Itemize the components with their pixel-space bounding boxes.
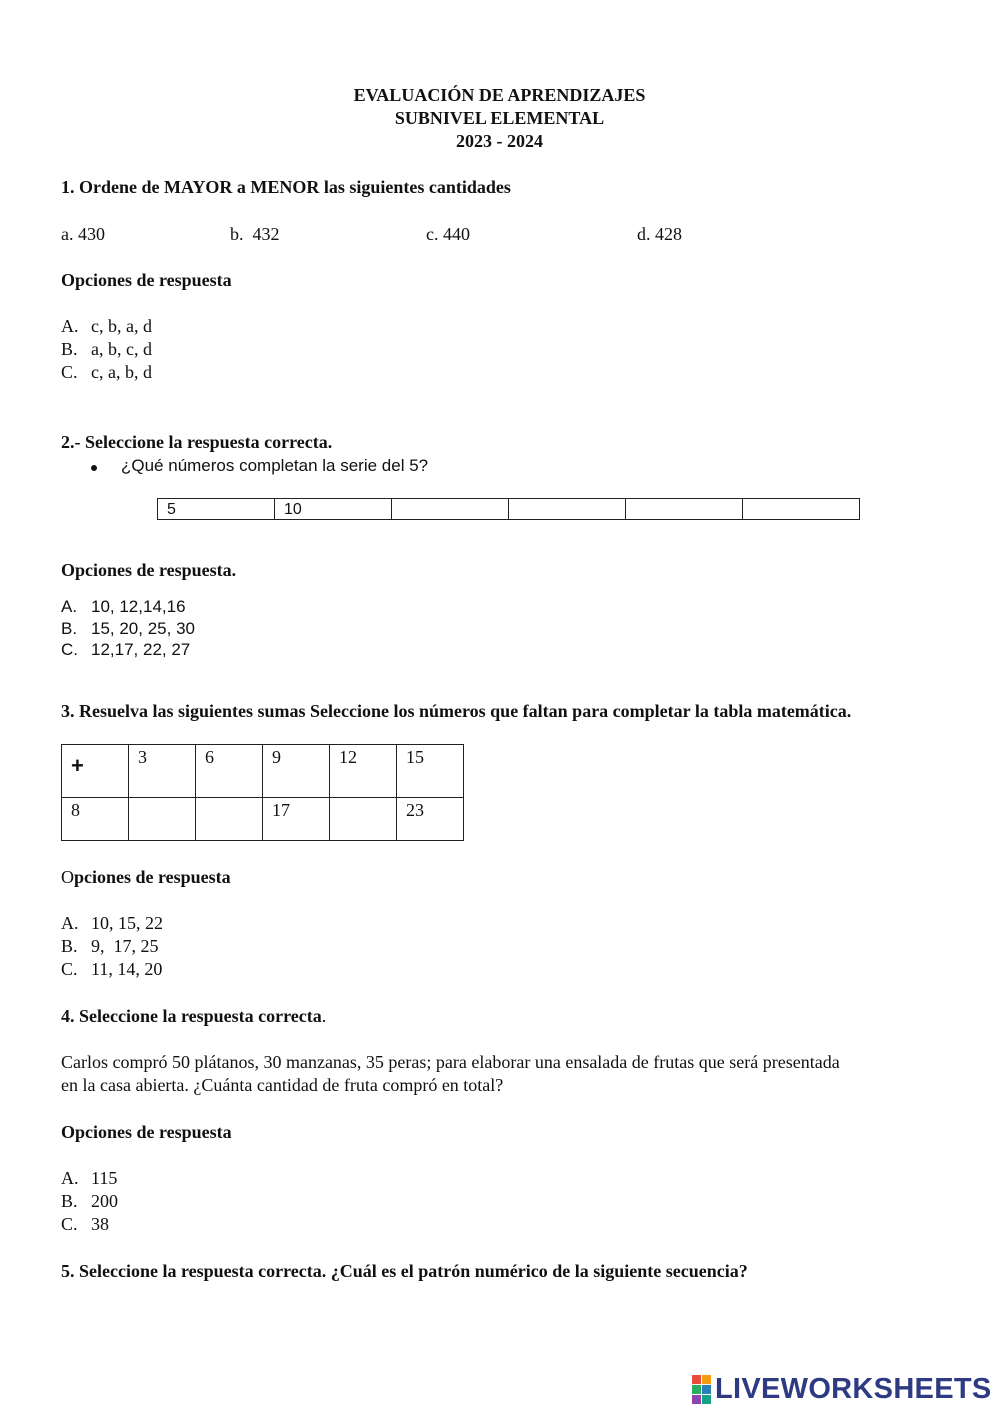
table-header-cell: 9 bbox=[263, 745, 330, 798]
q3-title: 3. Resuelva las siguientes sumas Seleccione los números que faltan para completar la tabla matemática. bbox=[61, 701, 852, 721]
logo-mark-square bbox=[702, 1375, 711, 1384]
q1-item-a: a. 430 bbox=[61, 224, 105, 244]
option-letter: C. bbox=[61, 1214, 78, 1234]
logo-mark-square bbox=[692, 1375, 701, 1384]
doc-title: EVALUACIÓN DE APRENDIZAJES bbox=[353, 85, 646, 105]
q1-item-c: c. 440 bbox=[426, 224, 470, 244]
table-cell-blank[interactable] bbox=[196, 798, 263, 841]
heading-first-letter: O bbox=[61, 867, 74, 887]
q4-option-a[interactable] bbox=[61, 1168, 117, 1189]
q3-option-b[interactable] bbox=[61, 936, 159, 957]
logo-mark-square bbox=[692, 1385, 701, 1394]
series-cell-blank[interactable] bbox=[509, 499, 626, 520]
q4-option-c[interactable] bbox=[61, 1214, 109, 1235]
option-letter: C. bbox=[61, 362, 78, 382]
q3-options-heading bbox=[61, 867, 231, 888]
q2-title: 2.- Seleccione la respuesta correcta. bbox=[61, 432, 333, 452]
heading-rest: pciones de respuesta bbox=[74, 867, 231, 887]
option-text: 38 bbox=[91, 1214, 109, 1234]
bullet-icon bbox=[91, 465, 97, 471]
option-text: c, a, b, d bbox=[91, 362, 152, 382]
option-letter: B. bbox=[61, 339, 78, 359]
option-letter: A. bbox=[61, 316, 79, 336]
option-letter: B. bbox=[61, 619, 78, 638]
option-text: 11, 14, 20 bbox=[91, 959, 163, 979]
option-letter: A. bbox=[61, 1168, 79, 1188]
q1-title: 1. Ordene de MAYOR a MENOR las siguientes cantidades bbox=[61, 177, 511, 197]
option-letter: B. bbox=[61, 1191, 78, 1211]
table-header-cell bbox=[62, 745, 129, 798]
series-cell-blank[interactable] bbox=[743, 499, 860, 520]
q5-title: 5. Seleccione la respuesta correcta. ¿Cuál es el patrón numérico de la siguiente secuencia? bbox=[61, 1261, 748, 1281]
option-letter: B. bbox=[61, 936, 78, 956]
option-text: a, b, c, d bbox=[91, 339, 152, 359]
series-cell-blank[interactable] bbox=[392, 499, 509, 520]
q4-title bbox=[61, 1006, 326, 1027]
q1-option-b[interactable] bbox=[61, 339, 152, 360]
table-cell-blank[interactable] bbox=[129, 798, 196, 841]
option-letter: C. bbox=[61, 959, 78, 979]
option-text: 10, 15, 22 bbox=[91, 913, 163, 933]
table-cell-blank[interactable] bbox=[330, 798, 397, 841]
series-table bbox=[157, 498, 860, 520]
series-cell: 10 bbox=[275, 499, 392, 520]
q1-item-d: d. 428 bbox=[637, 224, 682, 244]
q1-option-a[interactable] bbox=[61, 316, 152, 337]
q1-options-heading: Opciones de respuesta bbox=[61, 270, 232, 290]
q3-option-a[interactable] bbox=[61, 913, 163, 934]
logo-mark-square bbox=[702, 1385, 711, 1394]
plus-icon: + bbox=[71, 753, 84, 778]
logo-mark-square bbox=[692, 1395, 701, 1404]
q2-option-a[interactable] bbox=[61, 597, 186, 617]
liveworksheets-logo[interactable] bbox=[692, 1374, 992, 1404]
option-text: 9, 17, 25 bbox=[91, 936, 159, 956]
option-letter: A. bbox=[61, 913, 79, 933]
table-cell: 23 bbox=[397, 798, 464, 841]
table-cell: 17 bbox=[263, 798, 330, 841]
q1-option-c[interactable] bbox=[61, 362, 152, 383]
q4-option-b[interactable] bbox=[61, 1191, 118, 1212]
option-letter: C. bbox=[61, 640, 78, 659]
doc-subtitle: SUBNIVEL ELEMENTAL bbox=[394, 108, 605, 128]
q4-title-suffix: . bbox=[321, 1006, 327, 1026]
logo-mark-icon bbox=[692, 1375, 711, 1404]
q4-title-text: 4. Seleccione la respuesta correcta bbox=[61, 1006, 322, 1026]
q4-body-line1: Carlos compró 50 plátanos, 30 manzanas, 35 peras; para elaborar una ensalada de frutas que será presentada bbox=[61, 1052, 840, 1072]
addition-table bbox=[61, 744, 464, 841]
logo-mark-square bbox=[702, 1395, 711, 1404]
option-text: 12,17, 22, 27 bbox=[91, 640, 191, 659]
q1-item-b: b. 432 bbox=[230, 224, 280, 244]
option-text: 15, 20, 25, 30 bbox=[91, 619, 195, 638]
logo-text: LIVEWORKSHEETS bbox=[715, 1372, 992, 1405]
option-text: 10, 12,14,16 bbox=[91, 597, 186, 616]
q3-option-c[interactable] bbox=[61, 959, 162, 980]
option-text: c, b, a, d bbox=[91, 316, 152, 336]
option-letter: A. bbox=[61, 597, 78, 616]
q2-option-c[interactable] bbox=[61, 640, 190, 660]
q2-bullet-text: ¿Qué números completan la serie del 5? bbox=[121, 456, 429, 475]
q2-options-heading: Opciones de respuesta. bbox=[61, 560, 237, 580]
table-header-cell: 6 bbox=[196, 745, 263, 798]
table-cell: 8 bbox=[62, 798, 129, 841]
option-text: 200 bbox=[91, 1191, 118, 1211]
q4-options-heading: Opciones de respuesta bbox=[61, 1122, 232, 1142]
option-text: 115 bbox=[91, 1168, 118, 1188]
table-header-cell: 12 bbox=[330, 745, 397, 798]
doc-year: 2023 - 2024 bbox=[456, 131, 543, 151]
table-header-cell: 15 bbox=[397, 745, 464, 798]
table-header-cell: 3 bbox=[129, 745, 196, 798]
q4-body-line2: en la casa abierta. ¿Cuánta cantidad de fruta compró en total? bbox=[61, 1075, 504, 1095]
q2-option-b[interactable] bbox=[61, 619, 195, 639]
series-cell-blank[interactable] bbox=[626, 499, 743, 520]
series-cell: 5 bbox=[158, 499, 275, 520]
